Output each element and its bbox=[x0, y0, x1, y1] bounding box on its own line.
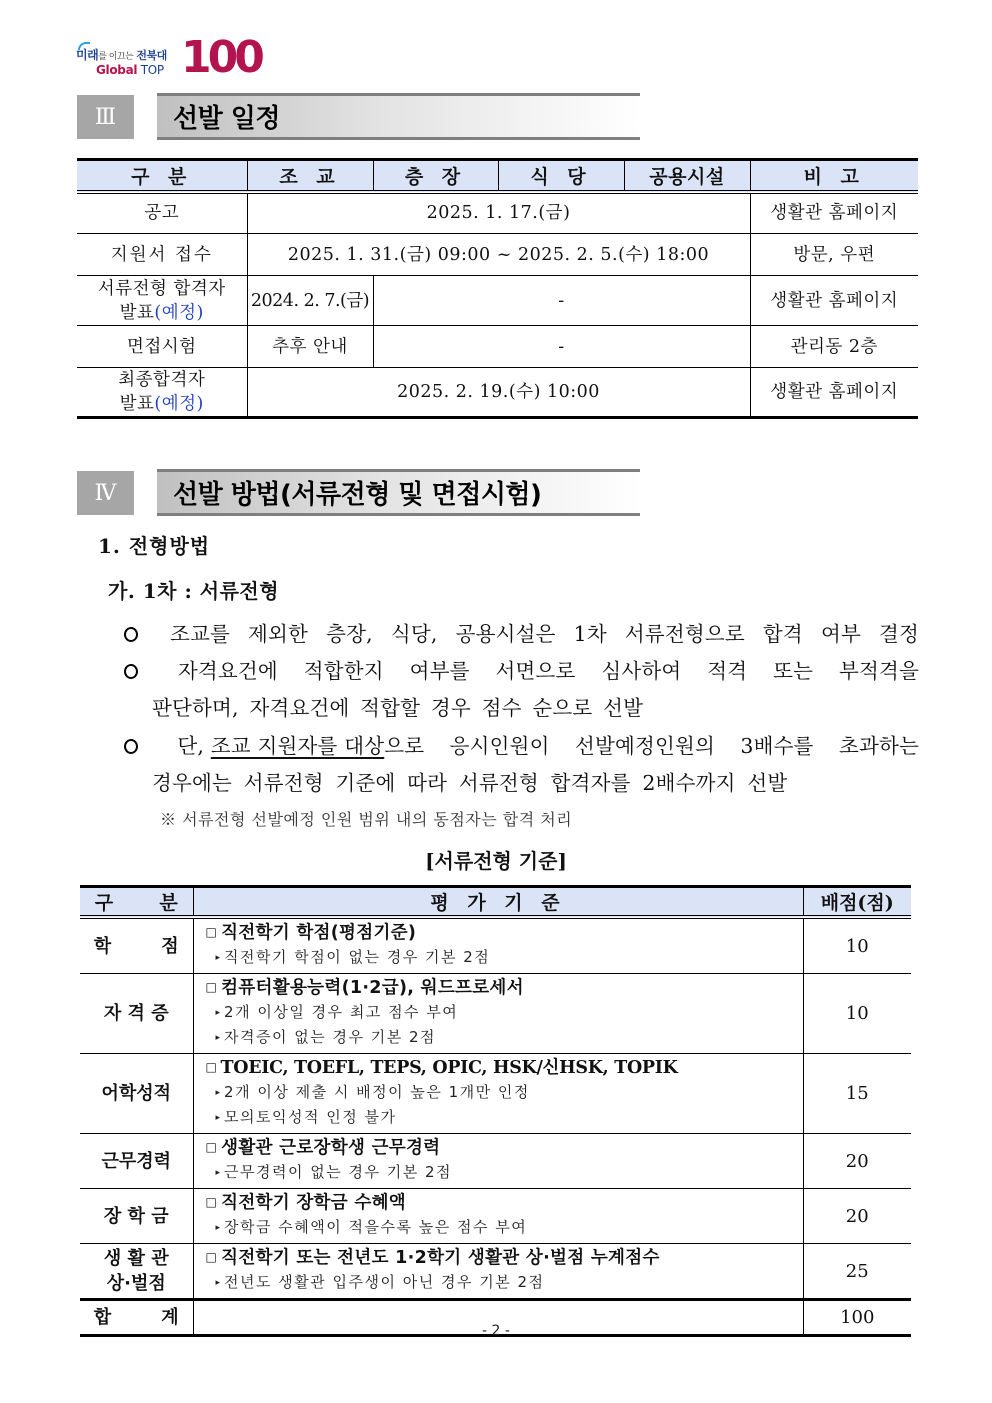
row-category: 공고 bbox=[77, 192, 247, 234]
logo-text-global: Global bbox=[96, 63, 138, 77]
word: 합격 bbox=[762, 622, 803, 646]
criteria-main-text: 생활관 근로장학생 근무경력 bbox=[221, 1138, 441, 1158]
checkbox-square-icon: □ bbox=[205, 1060, 217, 1074]
row-score: 10 bbox=[803, 974, 911, 1054]
bullet-line bbox=[124, 653, 919, 690]
table-row bbox=[80, 1054, 911, 1134]
row-criteria bbox=[193, 1189, 803, 1244]
criteria-sub-text: 모의토익성적 인정 불가 bbox=[224, 1108, 397, 1126]
checkbox-square-icon: □ bbox=[205, 1140, 218, 1154]
category-line1: 최종합격자 bbox=[118, 370, 206, 390]
logo-slogan bbox=[76, 46, 167, 63]
criteria-main-text: 직전학기 학점(평점기준) bbox=[221, 923, 417, 943]
criteria-main-text: TOEIC, TOEFL, TEPS, OPIC, HSK/신HSK, TOPIK bbox=[220, 1058, 678, 1078]
word: 응시인원이 bbox=[449, 734, 550, 758]
criteria-sub bbox=[206, 1216, 803, 1241]
section-title-4: 선발 방법(서류전형 및 면접시험) bbox=[157, 469, 640, 516]
word: 선발예정인원의 bbox=[574, 734, 716, 758]
row-criteria bbox=[193, 1134, 803, 1189]
row-date-assistant: 추후 안내 bbox=[247, 326, 373, 368]
header-assistant: 조 교 bbox=[247, 160, 373, 192]
row-score: 20 bbox=[803, 1134, 911, 1189]
row-note: 관리동 2층 bbox=[750, 326, 918, 368]
criteria-main bbox=[206, 1136, 803, 1161]
word: 결정 bbox=[878, 622, 919, 646]
category-line1: 생 활 관 bbox=[103, 1248, 169, 1269]
row-date-assistant: 2024. 2. 7.(금) bbox=[247, 276, 373, 326]
row-score: 15 bbox=[803, 1054, 911, 1134]
row-criteria bbox=[193, 974, 803, 1054]
underlined-phrase: 조교 지원자를 대상 bbox=[210, 734, 385, 758]
word: 심사하여 bbox=[601, 659, 682, 683]
row-category bbox=[77, 276, 247, 326]
section-title-3: 선발 일정 bbox=[157, 93, 640, 140]
table-row bbox=[77, 276, 918, 326]
row-score: 20 bbox=[803, 1189, 911, 1244]
row-category: 어학성적 bbox=[80, 1054, 193, 1134]
triangle-bullet-icon: ▸ bbox=[215, 1223, 221, 1233]
criteria-sub bbox=[206, 1001, 803, 1026]
category-line2 bbox=[77, 392, 247, 416]
word: 또는 bbox=[773, 659, 814, 683]
word: 적합한지 bbox=[303, 659, 384, 683]
table-row bbox=[77, 368, 918, 418]
criteria-sub bbox=[206, 946, 803, 971]
word: 공용시설은 bbox=[455, 622, 556, 646]
table-row bbox=[80, 1189, 911, 1244]
logo-text-top: TOP bbox=[140, 63, 164, 77]
triangle-bullet-icon: ▸ bbox=[215, 1168, 221, 1178]
word: 부적격을 bbox=[838, 659, 919, 683]
subheading-first-round: 가. 1차 : 서류전형 bbox=[108, 579, 280, 603]
logo-text-mid: 를 이끄는 bbox=[98, 52, 134, 62]
bullet-line bbox=[124, 728, 919, 765]
row-note: 생활관 홈페이지 bbox=[750, 192, 918, 234]
criteria-sub-text: 2개 이상일 경우 최고 점수 부여 bbox=[224, 1003, 459, 1021]
header-floor-leader: 층 장 bbox=[373, 160, 498, 192]
total-score: 100 bbox=[803, 1300, 911, 1336]
criteria-main bbox=[206, 1191, 803, 1216]
criteria-sub bbox=[206, 1161, 803, 1186]
row-category: 면접시험 bbox=[77, 326, 247, 368]
category-line2: 상·벌점 bbox=[106, 1273, 166, 1294]
section-number-3: Ⅲ bbox=[77, 95, 134, 139]
triangle-bullet-icon: ▸ bbox=[215, 953, 221, 963]
checkbox-square-icon: □ bbox=[205, 925, 218, 939]
checkbox-square-icon: □ bbox=[205, 1250, 218, 1264]
word: 층장, bbox=[326, 622, 373, 646]
checkbox-square-icon: □ bbox=[205, 1195, 218, 1209]
criteria-sub bbox=[206, 1271, 803, 1296]
word: 자격요건에 bbox=[177, 659, 278, 683]
triangle-bullet-icon: ▸ bbox=[215, 1088, 221, 1098]
checkbox-square-icon: □ bbox=[205, 980, 218, 994]
word: 서면으로 bbox=[495, 659, 576, 683]
word: 단, bbox=[177, 734, 205, 758]
table-row bbox=[77, 234, 918, 276]
triangle-bullet-icon: ▸ bbox=[215, 1008, 221, 1018]
header-remarks: 비 고 bbox=[750, 160, 918, 192]
category-line2 bbox=[77, 301, 247, 325]
bullet-continuation: 판단하며, 자격요건에 적합할 경우 점수 순으로 선발 bbox=[152, 696, 644, 720]
criteria-header-row bbox=[80, 887, 911, 918]
header-cafeteria: 식 당 bbox=[498, 160, 624, 192]
word: 3배수를 bbox=[740, 734, 814, 758]
row-category bbox=[77, 368, 247, 418]
word: 조교를 bbox=[170, 622, 231, 646]
row-category: 학 점 bbox=[80, 917, 193, 974]
table-row bbox=[80, 917, 911, 974]
bullet-line bbox=[124, 616, 919, 653]
criteria-sub-text: 직전학기 학점이 없는 경우 기본 2점 bbox=[224, 948, 491, 966]
row-score: 25 bbox=[803, 1244, 911, 1300]
row-category: 장 학 금 bbox=[80, 1189, 193, 1244]
tentative-tag: (예정) bbox=[154, 394, 204, 414]
criteria-main bbox=[206, 976, 803, 1001]
criteria-sub-text: 장학금 수혜액이 적을수록 높은 점수 부여 bbox=[224, 1218, 528, 1236]
criteria-sub bbox=[206, 1081, 803, 1106]
category-text: 발표 bbox=[119, 302, 155, 323]
category-text: 발표 bbox=[119, 394, 155, 414]
row-category: 지원서 접수 bbox=[77, 234, 247, 276]
triangle-bullet-icon: ▸ bbox=[215, 1113, 221, 1123]
schedule-table bbox=[77, 158, 918, 419]
header-category: 구 분 bbox=[80, 887, 193, 918]
row-date-others: - bbox=[373, 326, 750, 368]
total-label: 합 계 bbox=[80, 1300, 193, 1336]
row-date: 2025. 1. 17.(금) bbox=[247, 192, 750, 234]
logo-100: 100 bbox=[181, 32, 261, 83]
table-row bbox=[80, 1244, 911, 1300]
criteria-sub bbox=[206, 1026, 803, 1051]
table-row bbox=[80, 1134, 911, 1189]
word: 여부 bbox=[820, 622, 861, 646]
header-score: 배점(점) bbox=[803, 887, 911, 918]
criteria-table bbox=[80, 885, 911, 1337]
page-number: - 2 - bbox=[482, 1323, 510, 1339]
word: 제외한 bbox=[248, 622, 309, 646]
criteria-main bbox=[206, 1056, 803, 1081]
row-category: 근무경력 bbox=[80, 1134, 193, 1189]
row-category bbox=[80, 1244, 193, 1300]
bullet-item-1 bbox=[124, 616, 919, 653]
word: 식당, bbox=[390, 622, 438, 646]
schedule-header-row bbox=[77, 160, 918, 192]
row-note: 방문, 우편 bbox=[750, 234, 918, 276]
criteria-sub-text: 2개 이상 제출 시 배정이 높은 1개만 인정 bbox=[224, 1083, 530, 1101]
bullet-circle-icon bbox=[124, 728, 152, 765]
row-criteria bbox=[193, 1244, 803, 1300]
triangle-bullet-icon: ▸ bbox=[215, 1278, 221, 1288]
criteria-sub-text: 전년도 생활관 입주생이 아닌 경우 기본 2점 bbox=[224, 1273, 545, 1291]
university-logo bbox=[76, 32, 261, 88]
row-date: 2025. 2. 19.(수) 10:00 bbox=[247, 368, 750, 418]
bullet-circle-icon bbox=[124, 616, 152, 653]
row-criteria bbox=[193, 917, 803, 974]
criteria-main-text: 직전학기 또는 전년도 1·2학기 생활관 상·벌점 누계점수 bbox=[221, 1248, 660, 1268]
table-row bbox=[77, 192, 918, 234]
criteria-main-text: 컴퓨터활용능력(1·2급), 워드프로세서 bbox=[221, 978, 524, 998]
word: 서류전형으로 bbox=[624, 622, 745, 646]
logo-global-top bbox=[96, 63, 164, 77]
logo-text-mirae: 미래 bbox=[76, 48, 99, 62]
section-number-4: Ⅳ bbox=[77, 471, 134, 515]
criteria-main bbox=[206, 921, 803, 946]
category-line1: 서류전형 합격자 bbox=[97, 278, 226, 299]
row-date-others: - bbox=[373, 276, 750, 326]
criteria-main-text: 직전학기 장학금 수혜액 bbox=[221, 1193, 406, 1213]
criteria-sub-text: 근무경력이 없는 경우 기본 2점 bbox=[224, 1163, 453, 1181]
bullet-item-2 bbox=[124, 653, 919, 727]
word: 적격 bbox=[707, 659, 748, 683]
row-note: 생활관 홈페이지 bbox=[750, 276, 918, 326]
word: 1차 bbox=[573, 622, 607, 646]
tentative-tag: (예정) bbox=[154, 302, 204, 323]
bullet-continuation: 경우에는 서류전형 기준에 따라 서류전형 합격자를 2배수까지 선발 bbox=[152, 771, 788, 795]
note-text: ※ 서류전형 선발예정 인원 범위 내의 동점자는 합격 처리 bbox=[160, 810, 573, 829]
subheading-method: 1. 전형방법 bbox=[98, 534, 211, 558]
criteria-sub bbox=[206, 1106, 803, 1131]
row-date: 2025. 1. 31.(금) 09:00 ~ 2025. 2. 5.(수) 18:00 bbox=[247, 234, 750, 276]
row-note: 생활관 홈페이지 bbox=[750, 368, 918, 418]
row-category: 자 격 증 bbox=[80, 974, 193, 1054]
row-criteria bbox=[193, 1054, 803, 1134]
criteria-sub-text: 자격증이 없는 경우 기본 2점 bbox=[224, 1028, 437, 1046]
bullet-item-3 bbox=[124, 728, 919, 802]
header-common-facility: 공용시설 bbox=[624, 160, 750, 192]
table-row bbox=[77, 326, 918, 368]
bullet-circle-icon bbox=[124, 653, 152, 690]
criteria-caption: [서류전형 기준] bbox=[425, 849, 567, 873]
header-category: 구 분 bbox=[77, 160, 247, 192]
word: 으로 bbox=[384, 734, 425, 758]
logo-text-jbnu: 전북대 bbox=[136, 49, 167, 62]
word: 초과하는 bbox=[838, 734, 919, 758]
row-score: 10 bbox=[803, 917, 911, 974]
criteria-main bbox=[206, 1246, 803, 1271]
triangle-bullet-icon: ▸ bbox=[215, 1033, 221, 1043]
word-group bbox=[177, 728, 424, 765]
header-criteria: 평 가 기 준 bbox=[193, 887, 803, 918]
table-row bbox=[80, 974, 911, 1054]
word: 여부를 bbox=[409, 659, 470, 683]
